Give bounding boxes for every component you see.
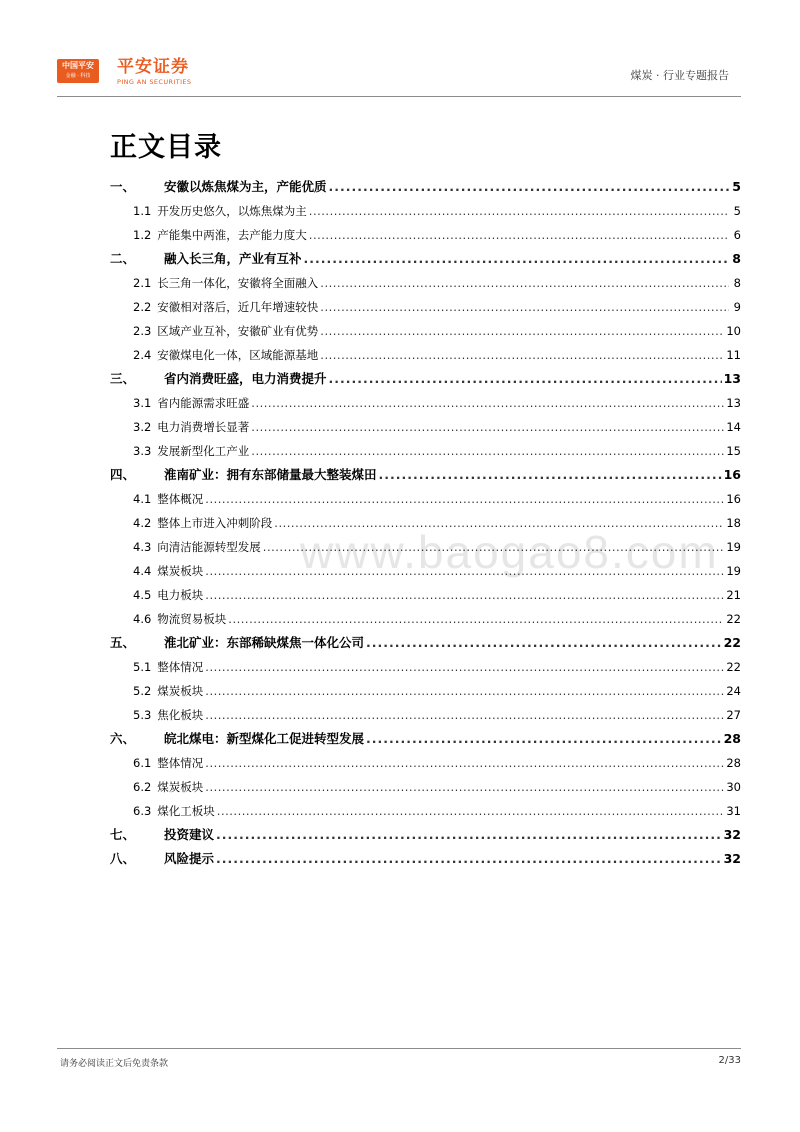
toc-entry-number: 一、 bbox=[110, 179, 136, 194]
toc-entry-page: 13 bbox=[726, 396, 741, 410]
toc-entry-number: 3.2 bbox=[133, 420, 152, 434]
toc-section-entry[interactable] bbox=[110, 703, 741, 727]
toc-chapter-entry[interactable] bbox=[110, 463, 741, 487]
toc-entry-number: 4.6 bbox=[133, 612, 152, 626]
toc-entry-title: 煤炭板块 bbox=[157, 684, 204, 698]
toc-dot-leader bbox=[304, 247, 729, 271]
toc-entry-number: 2.3 bbox=[133, 324, 152, 338]
toc-dot-leader bbox=[320, 295, 729, 319]
ping-an-securities-logo bbox=[117, 56, 191, 86]
toc-entry-title: 整体情况 bbox=[157, 660, 204, 674]
toc-entry-number: 七、 bbox=[110, 827, 136, 842]
toc-dot-leader bbox=[329, 367, 722, 391]
toc-entry-title: 淮北矿业：东部稀缺煤焦一体化公司 bbox=[164, 635, 365, 650]
toc-section-entry[interactable] bbox=[110, 535, 741, 559]
toc-entry-title: 淮南矿业：拥有东部储量最大整装煤田 bbox=[164, 467, 377, 482]
toc-entry-title: 电力消费增长显著 bbox=[157, 420, 250, 434]
toc-chapter-entry[interactable] bbox=[110, 631, 741, 655]
toc-entry-page: 14 bbox=[726, 420, 741, 434]
toc-entry-title: 皖北煤电：新型煤化工促进转型发展 bbox=[164, 731, 365, 746]
toc-dot-leader bbox=[205, 583, 724, 607]
toc-entry-number: 6.2 bbox=[133, 780, 152, 794]
toc-entry-page: 16 bbox=[723, 467, 741, 482]
toc-entry-title: 省内消费旺盛，电力消费提升 bbox=[164, 371, 327, 386]
toc-entry-page: 22 bbox=[726, 612, 741, 626]
toc-section-entry[interactable] bbox=[110, 439, 741, 463]
toc-section-entry[interactable] bbox=[110, 679, 741, 703]
logo-name: 平安证券 bbox=[117, 57, 189, 77]
toc-entry-title: 安徽以炼焦煤为主，产能优质 bbox=[164, 179, 327, 194]
toc-entry-page: 5 bbox=[732, 179, 741, 194]
toc-entry-title: 整体概况 bbox=[157, 492, 204, 506]
toc-entry-title: 发展新型化工产业 bbox=[157, 444, 250, 458]
toc-entry-page: 31 bbox=[726, 804, 741, 818]
toc-entry-number: 二、 bbox=[110, 251, 136, 266]
toc-entry-number: 3.1 bbox=[133, 396, 152, 410]
toc-entry-page: 8 bbox=[732, 251, 741, 266]
toc-dot-leader bbox=[216, 823, 722, 847]
toc-entry-number: 4.2 bbox=[133, 516, 152, 530]
toc-entry-page: 9 bbox=[733, 300, 741, 314]
logo-badge-subtext: 金融 · 科技 bbox=[65, 73, 91, 79]
toc-entry-page: 13 bbox=[723, 371, 741, 386]
toc-dot-leader bbox=[263, 535, 725, 559]
toc-chapter-entry[interactable] bbox=[110, 247, 741, 271]
toc-entry-title: 电力板块 bbox=[157, 588, 204, 602]
toc-entry-page: 30 bbox=[726, 780, 741, 794]
toc-dot-leader bbox=[205, 775, 724, 799]
toc-section-entry[interactable] bbox=[110, 271, 741, 295]
watermark: www.baogao8.com bbox=[300, 526, 719, 578]
toc-chapter-entry[interactable] bbox=[110, 367, 741, 391]
toc-section-entry[interactable] bbox=[110, 511, 741, 535]
report-type: 煤炭 · 行业专题报告 bbox=[630, 69, 729, 82]
toc-dot-leader bbox=[205, 679, 724, 703]
toc-section-entry[interactable] bbox=[110, 391, 741, 415]
toc-entry-number: 2.2 bbox=[133, 300, 152, 314]
toc-entry-title: 整体情况 bbox=[157, 756, 204, 770]
toc-entry-title: 风险提示 bbox=[164, 851, 215, 866]
toc-section-entry[interactable] bbox=[110, 343, 741, 367]
toc-entry-page: 22 bbox=[723, 635, 741, 650]
toc-entry-number: 4.1 bbox=[133, 492, 152, 506]
toc-dot-leader bbox=[309, 199, 729, 223]
logo-badge-text: 中国平安 bbox=[62, 61, 94, 70]
logo-name-en: PING AN SECURITIES bbox=[117, 78, 192, 86]
page-title: 正文目录 bbox=[110, 132, 222, 163]
toc-dot-leader bbox=[320, 319, 724, 343]
toc-entry-number: 2.4 bbox=[133, 348, 152, 362]
toc-entry-title: 物流贸易板块 bbox=[157, 612, 227, 626]
toc-section-entry[interactable] bbox=[110, 319, 741, 343]
toc-entry-number: 6.3 bbox=[133, 804, 152, 818]
toc-section-entry[interactable] bbox=[110, 295, 741, 319]
toc-dot-leader bbox=[251, 439, 724, 463]
toc-entry-title: 安徽煤电化一体，区域能源基地 bbox=[157, 348, 319, 362]
toc-entry-page: 28 bbox=[726, 756, 741, 770]
toc-section-entry[interactable] bbox=[110, 655, 741, 679]
toc-dot-leader bbox=[379, 463, 722, 487]
toc-entry-title: 焦化板块 bbox=[157, 708, 204, 722]
toc-section-entry[interactable] bbox=[110, 775, 741, 799]
toc-dot-leader bbox=[251, 415, 724, 439]
toc-entry-number: 4.4 bbox=[133, 564, 152, 578]
toc-dot-leader bbox=[228, 607, 724, 631]
toc-entry-number: 1.2 bbox=[133, 228, 152, 242]
footer-disclaimer: 请务必阅读正文后免责条款 bbox=[60, 1059, 169, 1069]
toc-dot-leader bbox=[366, 727, 722, 751]
toc-entry-title: 煤化工板块 bbox=[157, 804, 215, 818]
toc-entry-page: 10 bbox=[726, 324, 741, 338]
toc-entry-number: 三、 bbox=[110, 371, 136, 386]
toc-entry-page: 5 bbox=[733, 204, 741, 218]
toc-dot-leader bbox=[320, 271, 729, 295]
toc-dot-leader bbox=[216, 847, 722, 871]
toc-entry-number: 4.5 bbox=[133, 588, 152, 602]
toc-dot-leader bbox=[205, 703, 724, 727]
table-of-contents bbox=[110, 175, 741, 871]
toc-entry-page: 15 bbox=[726, 444, 741, 458]
toc-chapter-entry[interactable] bbox=[110, 727, 741, 751]
toc-dot-leader bbox=[320, 343, 724, 367]
toc-entry-page: 16 bbox=[726, 492, 741, 506]
header-divider bbox=[57, 96, 741, 97]
toc-dot-leader bbox=[329, 175, 729, 199]
toc-entry-number: 六、 bbox=[110, 731, 136, 746]
toc-dot-leader bbox=[309, 223, 729, 247]
toc-dot-leader bbox=[251, 391, 724, 415]
toc-section-entry[interactable] bbox=[110, 199, 741, 223]
toc-entry-page: 24 bbox=[726, 684, 741, 698]
toc-entry-page: 27 bbox=[726, 708, 741, 722]
toc-entry-number: 1.1 bbox=[133, 204, 152, 218]
toc-chapter-entry[interactable] bbox=[110, 823, 741, 847]
toc-entry-title: 开发历史悠久，以炼焦煤为主 bbox=[157, 204, 307, 218]
toc-entry-number: 八、 bbox=[110, 851, 136, 866]
toc-entry-title: 整体上市进入冲刺阶段 bbox=[157, 516, 273, 530]
toc-entry-title: 投资建议 bbox=[164, 827, 215, 842]
toc-dot-leader bbox=[205, 487, 724, 511]
toc-dot-leader bbox=[205, 655, 724, 679]
toc-entry-number: 2.1 bbox=[133, 276, 152, 290]
toc-section-entry[interactable] bbox=[110, 559, 741, 583]
toc-entry-title: 安徽相对落后，近几年增速较快 bbox=[157, 300, 319, 314]
toc-entry-page: 21 bbox=[726, 588, 741, 602]
toc-dot-leader bbox=[217, 799, 725, 823]
page-header bbox=[57, 56, 741, 96]
toc-dot-leader bbox=[366, 631, 722, 655]
toc-entry-title: 长三角一体化，安徽将全面融入 bbox=[157, 276, 319, 290]
toc-section-entry[interactable] bbox=[110, 487, 741, 511]
footer-divider bbox=[57, 1048, 741, 1049]
toc-section-entry[interactable] bbox=[110, 415, 741, 439]
toc-entry-number: 五、 bbox=[110, 635, 136, 650]
toc-entry-title: 煤炭板块 bbox=[157, 780, 204, 794]
ping-an-group-logo bbox=[57, 59, 99, 83]
toc-section-entry[interactable] bbox=[110, 751, 741, 775]
toc-section-entry[interactable] bbox=[110, 223, 741, 247]
toc-entry-number: 5.2 bbox=[133, 684, 152, 698]
toc-dot-leader bbox=[205, 751, 724, 775]
toc-entry-number: 3.3 bbox=[133, 444, 152, 458]
toc-chapter-entry[interactable] bbox=[110, 175, 741, 199]
toc-entry-number: 4.3 bbox=[133, 540, 152, 554]
toc-entry-page: 19 bbox=[726, 564, 741, 578]
toc-entry-title: 向清洁能源转型发展 bbox=[157, 540, 261, 554]
toc-entry-number: 6.1 bbox=[133, 756, 152, 770]
toc-entry-page: 18 bbox=[726, 516, 741, 530]
toc-entry-title: 煤炭板块 bbox=[157, 564, 204, 578]
toc-chapter-entry[interactable] bbox=[110, 847, 741, 871]
toc-entry-page: 22 bbox=[726, 660, 741, 674]
toc-entry-number: 四、 bbox=[110, 467, 136, 482]
toc-entry-number: 5.1 bbox=[133, 660, 152, 674]
toc-dot-leader bbox=[274, 511, 724, 535]
footer-page-number: 2/33 bbox=[718, 1055, 741, 1066]
toc-entry-title: 区域产业互补，安徽矿业有优势 bbox=[157, 324, 319, 338]
toc-section-entry[interactable] bbox=[110, 799, 741, 823]
toc-entry-page: 32 bbox=[723, 827, 741, 842]
toc-entry-title: 产能集中两淮，去产能力度大 bbox=[157, 228, 307, 242]
toc-entry-title: 省内能源需求旺盛 bbox=[157, 396, 250, 410]
toc-entry-page: 28 bbox=[723, 731, 741, 746]
toc-entry-page: 8 bbox=[733, 276, 741, 290]
toc-entry-number: 5.3 bbox=[133, 708, 152, 722]
toc-entry-page: 6 bbox=[733, 228, 741, 242]
toc-entry-page: 19 bbox=[726, 540, 741, 554]
toc-section-entry[interactable] bbox=[110, 583, 741, 607]
toc-section-entry[interactable] bbox=[110, 607, 741, 631]
toc-dot-leader bbox=[205, 559, 724, 583]
toc-entry-title: 融入长三角，产业有互补 bbox=[164, 251, 302, 266]
toc-entry-page: 11 bbox=[726, 348, 741, 362]
toc-entry-page: 32 bbox=[723, 851, 741, 866]
